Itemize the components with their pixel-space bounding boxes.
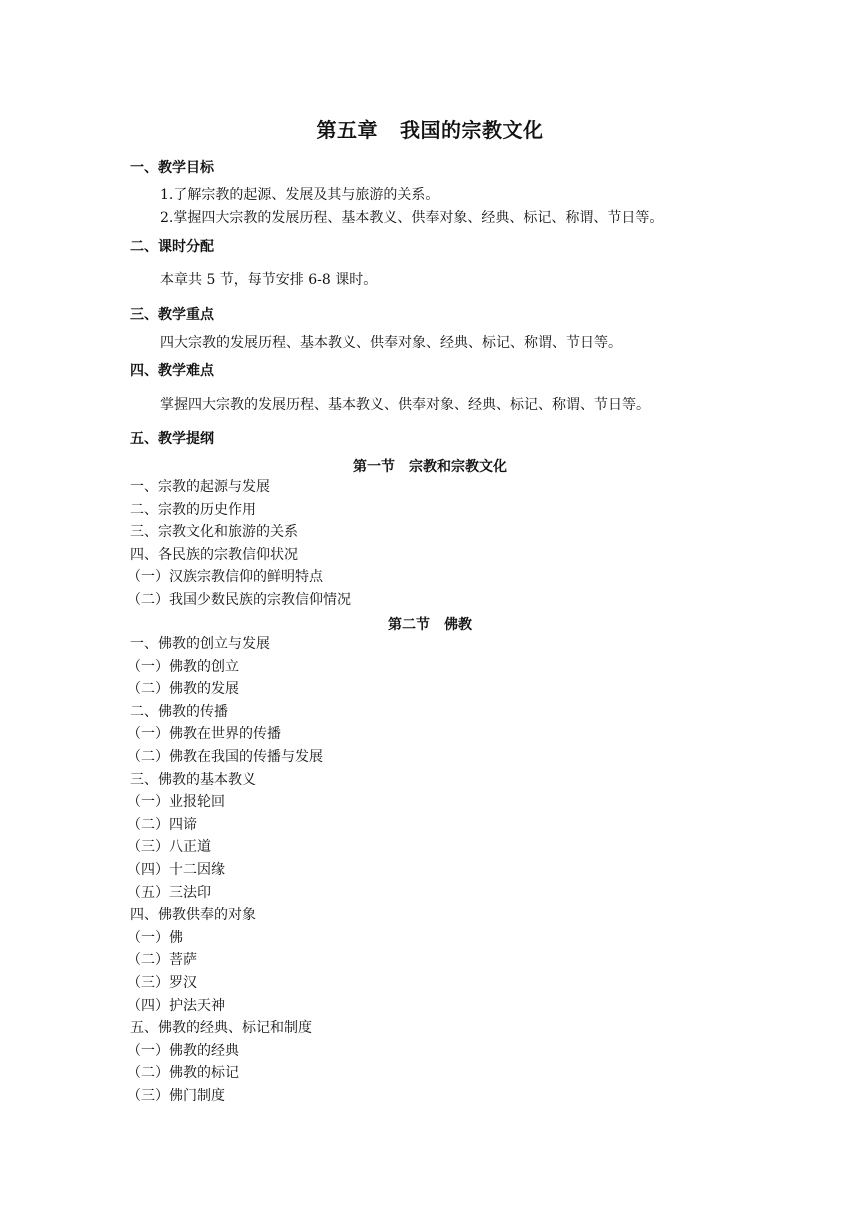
- key-points-heading: 三、教学重点: [130, 307, 214, 323]
- section-2-name: 佛教: [444, 617, 472, 633]
- outline-line: （二）菩萨: [127, 952, 197, 969]
- outline-line: 二、宗教的历史作用: [130, 501, 256, 518]
- outline-line: （一）佛教在世界的传播: [127, 726, 281, 743]
- section-2-label: 第二节: [388, 617, 430, 633]
- hours-heading: 二、课时分配: [130, 239, 214, 255]
- outline-line: 四、各民族的宗教信仰状况: [130, 546, 298, 563]
- outline-line: （四）护法天神: [127, 997, 225, 1014]
- outline-line: （一）业报轮回: [127, 794, 225, 811]
- outline-line: （一）佛: [127, 929, 183, 946]
- section-1-name: 宗教和宗教文化: [409, 459, 507, 475]
- outline-line: （二）佛教的发展: [127, 681, 239, 698]
- outline-line: 四、佛教供奉的对象: [130, 907, 256, 924]
- outline-line: （三）罗汉: [127, 974, 197, 991]
- difficulties-heading: 四、教学难点: [130, 363, 214, 379]
- outline-line: 一、佛教的创立与发展: [130, 636, 270, 652]
- section-1-label: 第一节: [353, 459, 395, 475]
- hours-text: 本章共 5 节，每节安排 6-8 课时。: [160, 272, 378, 288]
- difficulties-text: 掌握四大宗教的发展历程、基本教义、供奉对象、经典、标记、称谓、节日等。: [160, 397, 650, 413]
- outline-line: 五、佛教的经典、标记和制度: [130, 1020, 312, 1037]
- outline-line: 二、佛教的传播: [130, 703, 228, 720]
- outline-line: 三、佛教的基本教义: [130, 771, 256, 788]
- outline-heading: 五、教学提纲: [130, 431, 214, 447]
- goal-item: 2.掌握四大宗教的发展历程、基本教义、供奉对象、经典、标记、称谓、节日等。: [160, 210, 664, 226]
- goals-heading: 一、教学目标: [130, 160, 214, 176]
- outline-line: （一）汉族宗教信仰的鲜明特点: [127, 569, 323, 586]
- key-points-text: 四大宗教的发展历程、基本教义、供奉对象、经典、标记、称谓、节日等。: [160, 335, 622, 351]
- outline-line: （四）十二因缘: [127, 861, 225, 878]
- outline-line: 三、宗教文化和旅游的关系: [130, 524, 298, 541]
- section-2-outline: [127, 633, 323, 1107]
- outline-line: （一）佛教的创立: [127, 658, 239, 675]
- chapter-name: 我国的宗教文化: [400, 118, 544, 142]
- goal-item: 1.了解宗教的起源、发展及其与旅游的关系。: [160, 187, 440, 203]
- outline-line: （二）我国少数民族的宗教信仰情况: [127, 591, 351, 608]
- outline-line: （三）八正道: [127, 839, 211, 856]
- outline-line: （一）佛教的经典: [127, 1042, 239, 1059]
- outline-line: （二）四谛: [127, 816, 197, 833]
- outline-line: （二）佛教的标记: [127, 1065, 239, 1082]
- outline-line: 一、宗教的起源与发展: [130, 479, 270, 495]
- section-1-outline: [127, 476, 351, 612]
- section-2-title: [0, 614, 860, 634]
- outline-line: （五）三法印: [127, 884, 211, 901]
- outline-line: （二）佛教在我国的传播与发展: [127, 748, 323, 765]
- outline-line: （三）佛门制度: [127, 1087, 225, 1104]
- chapter-title: [0, 114, 860, 143]
- chapter-label: 第五章: [316, 118, 378, 142]
- section-1-title: [0, 456, 860, 476]
